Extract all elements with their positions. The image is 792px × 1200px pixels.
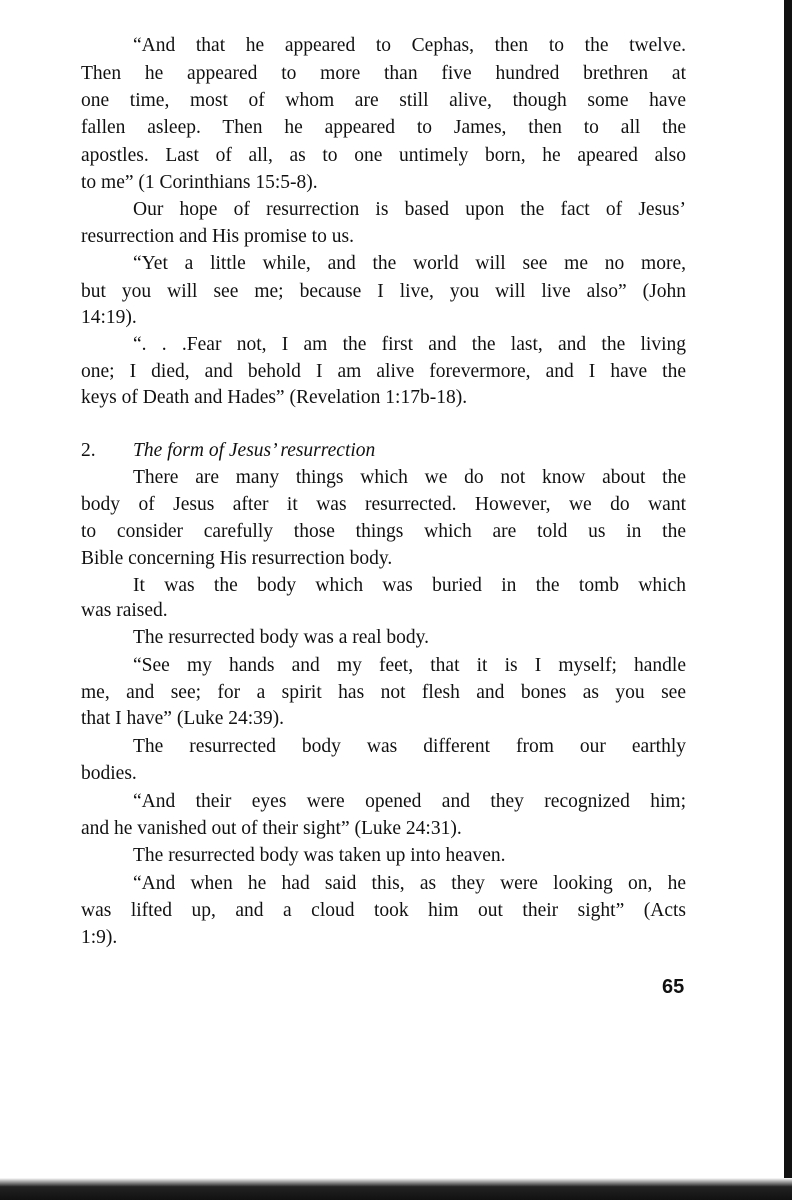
text-line: “And their eyes were opened and they recognized him;	[133, 791, 686, 812]
text-line: “. . .Fear not, I am the first and the last, and the living	[133, 334, 686, 355]
text-line: The resurrected body was a real body.	[133, 627, 429, 648]
text-line: 1:9).	[81, 927, 118, 948]
text-line: “And when he had said this, as they were looking on, he	[133, 873, 686, 894]
section-heading: The form of Jesus’ resurrection	[133, 440, 376, 461]
text-line: 14:19).	[81, 307, 137, 328]
text-line: “Yet a little while, and the world will see me no more,	[133, 253, 686, 274]
text-line: but you will see me; because I live, you will live also” (John	[81, 281, 686, 302]
text-line: keys of Death and Hades” (Revelation 1:17b-18).	[81, 387, 468, 408]
scan-edge-bottom	[0, 1178, 792, 1200]
page-number: 65	[662, 976, 685, 998]
scan-edge-right	[784, 0, 792, 1200]
text-line: to consider carefully those things which are told us in the	[81, 521, 686, 542]
text-line: resurrection and His promise to us.	[81, 226, 354, 247]
text-line: to me” (1 Corinthians 15:5-8).	[81, 172, 318, 193]
text-line: The resurrected body was taken up into heaven.	[133, 845, 506, 866]
text-line: and he vanished out of their sight” (Luke 24:31).	[81, 818, 462, 839]
text-line: that I have” (Luke 24:39).	[81, 708, 285, 729]
text-line: Then he appeared to more than five hundred brethren at	[81, 63, 686, 84]
text-line: It was the body which was buried in the tomb which	[133, 575, 686, 596]
text-line: body of Jesus after it was resurrected. However, we do want	[81, 494, 686, 515]
text-line: There are many things which we do not know about the	[133, 467, 686, 488]
text-line: fallen asleep. Then he appeared to James, then to all the	[81, 117, 686, 138]
text-line: one; I died, and behold I am alive forevermore, and I have the	[81, 361, 686, 382]
text-line: The resurrected body was different from our earthly	[133, 736, 686, 757]
text-line: “And that he appeared to Cephas, then to the twelve.	[133, 35, 686, 56]
section-number: 2.	[81, 440, 96, 461]
text-line: “See my hands and my feet, that it is I myself; handle	[133, 655, 686, 676]
text-line: one time, most of whom are still alive, though some have	[81, 90, 686, 111]
text-line: bodies.	[81, 763, 137, 784]
text-line: apostles. Last of all, as to one untimely born, he apeared also	[81, 145, 686, 166]
text-line: was lifted up, and a cloud took him out their sight” (Acts	[81, 900, 686, 921]
text-line: Bible concerning His resurrection body.	[81, 548, 393, 569]
text-line: was raised.	[81, 600, 168, 621]
text-line: me, and see; for a spirit has not flesh and bones as you see	[81, 682, 686, 703]
text-line: Our hope of resurrection is based upon the fact of Jesus’	[133, 199, 686, 220]
